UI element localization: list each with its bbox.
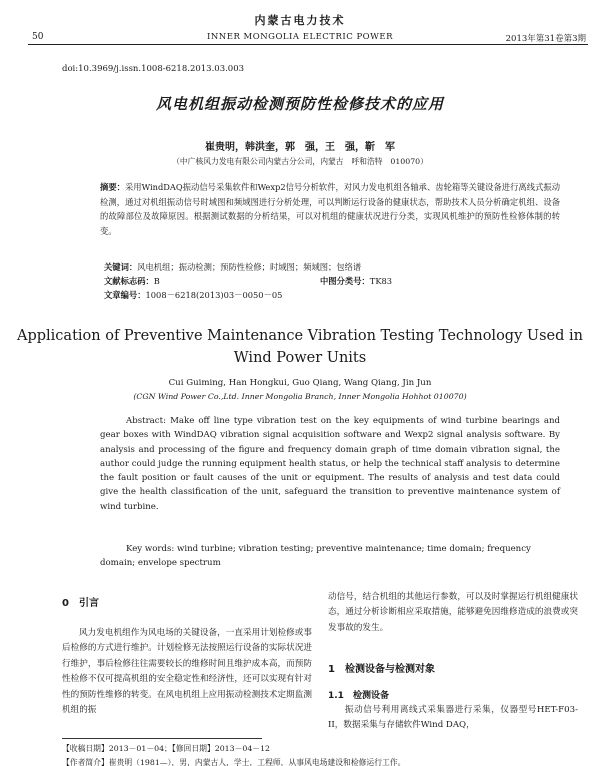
article-number: [104, 289, 282, 301]
section-1-heading: 1 检测设备与检测对象: [328, 664, 435, 675]
document-code-label: 文献标志码：: [104, 276, 154, 286]
received-date: 【收稿日期】2013－01－04；【修回日期】2013－04－12: [62, 744, 271, 753]
header-rule: [28, 44, 588, 45]
classification-label: 中图分类号：: [320, 276, 370, 286]
right-column-paragraph-2: 振动信号利用离线式采集器进行采集，仪器型号HET-F03-II，数据采集与存储软件Wind DAQ，: [328, 705, 578, 731]
right-column-paragraph-1: 动信号，结合机组的其他运行参数，可以及时掌握运行机组健康状态，通过分析诊断相应采取措施，能够避免因维修造成的浪费或突发事故的发生。: [328, 592, 578, 633]
document-code-value: B: [153, 276, 160, 286]
article-number-value: 1008－6218(2013)03－0050－05: [145, 290, 283, 300]
section-0-paragraph: 风力发电机组作为风电场的关键设备，一直采用计划检修或事后检修的方式进行维护。计划检修无法按照运行设备的实际状况进行维护，事后检修往往需要较长的维修时间且维护成本高，而预防性检修不仅可提高机组的安全稳定性和经济性，还可以实现有针对性的预防性维修的转变。在风电机组上应用振动检测技术定期监测机组的振: [62, 628, 312, 716]
keywords-en: [100, 542, 560, 571]
article-number-label: 文章编号：: [104, 290, 146, 300]
authors-cn: 崔贵明，韩洪奎，郭 强，王 强，靳 军: [205, 142, 395, 153]
keywords-cn-label: 关键词：: [104, 262, 138, 272]
abstract-en-text: Make off line type vibration test on the key equipments of wind turbine bearings and gear boxes with WindDAQ vibration signal acquisition software and Wexp2 signal analysis software. By analysis and processing of the figure and frequency domain graph of time domain vibration signal, the author could judge the running equipment health status, or help the technical staff analysis to determine the fault position or fault causes of the unit or equipment. The results of analysis and test data could give the health classification of the unit, safeguard the transition to preventive maintenance system of wind turbine.: [100, 416, 560, 512]
authors-en: Cui Guiming, Han Hongkui, Guo Qiang, Wang Qiang, Jin Jun: [168, 378, 432, 388]
keywords-en-text: wind turbine; vibration testing; preventive maintenance; time domain; frequency domain; envelope spectrum: [100, 544, 531, 569]
doi: doi:10.3969/j.issn.1008-6218.2013.03.003: [62, 64, 245, 74]
abstract-cn-label: 摘要：: [100, 182, 125, 192]
abstract-en: [100, 414, 560, 514]
abstract-en-label: Abstract:: [126, 416, 166, 426]
document-code: [104, 275, 160, 287]
footnote-rule: [62, 738, 262, 739]
abstract-cn: [100, 180, 560, 238]
section-0-heading: 0 引言: [62, 598, 99, 609]
journal-name-cn: 内蒙古电力技术: [254, 14, 346, 27]
keywords-en-label: Key words:: [126, 544, 175, 554]
section-1-1-heading: 1.1 检测设备: [328, 691, 389, 701]
classification-value: TK83: [369, 276, 393, 286]
affiliation-en: (CGN Wind Power Co.,Ltd. Inner Mongolia Branch, Inner Mongolia Hohhot 010070): [133, 392, 467, 401]
journal-name-en: INNER MONGOLIA ELECTRIC POWER: [207, 32, 393, 42]
classification-number: [320, 275, 392, 287]
title-cn: 风电机组振动检测预防性检修技术的应用: [155, 95, 444, 113]
keywords-cn-text: 风电机组；振动检测；预防性检修；时域图；频域图；包络谱: [137, 262, 362, 272]
page-number: 50: [32, 32, 44, 42]
abstract-cn-text: 采用WindDAQ振动信号采集软件和Wexp2信号分析软件，对风力发电机组各轴承、齿轮箱等关键设备进行离线式振动检测，通过对机组振动信号时域图和频域图进行分析处理，可以判断运行设备的健康状态，帮助技术人员分析确定机组、设备的故障部位及故障原因。根据测试数据的分析结果，可以对机组的健康状况进行分类，实现风机维护的预防性检修体制的转变。: [100, 182, 560, 236]
keywords-cn: [104, 261, 554, 273]
title-en: Application of Preventive Maintenance Vibration Testing Technology Used in Wind Power Units: [17, 328, 583, 366]
author-bio: 【作者简介】崔贵明（1981—），男，内蒙古人，学士，工程师，从事风电场建设和检修运行工作。: [62, 758, 406, 766]
affiliation-cn: （中广核风力发电有限公司内蒙古分公司，内蒙古 呼和浩特 010070）: [172, 157, 428, 166]
issue-info: 2013年第31卷第3期: [505, 34, 586, 44]
